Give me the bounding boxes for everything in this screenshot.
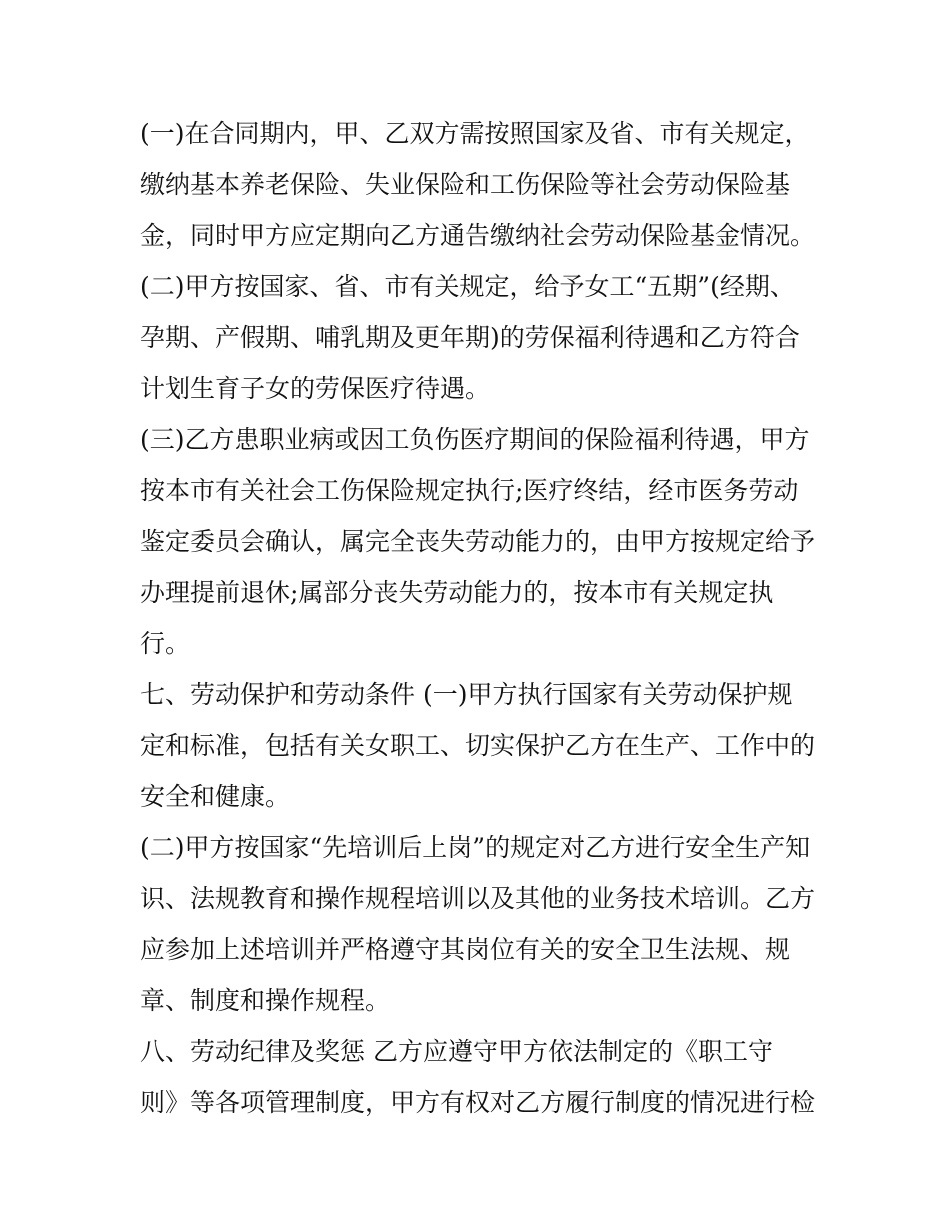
text-line: 则》等各项管理制度，甲方有权对乙方履行制度的情况进行检 (140, 1088, 816, 1117)
text-line: 八、劳动纪律及奖惩 乙方应遵守甲方依法制定的《职工守 (140, 1037, 773, 1066)
text-line: 七、劳动保护和劳动条件 (一)甲方执行国家有关劳动保护规 (140, 680, 793, 709)
text-line: 章、制度和操作规程。 (140, 986, 391, 1015)
text-line: 识、法规教育和操作规程培训以及其他的业务技术培训。乙方 (140, 884, 816, 913)
text-line: 安全和健康。 (140, 782, 291, 811)
text-line: (一)在合同期内，甲、乙双方需按照国家及省、市有关规定， (140, 119, 810, 148)
text-line: 孕期、产假期、哺乳期及更年期)的劳保福利待遇和乙方符合 (140, 323, 800, 352)
text-line: 办理提前退休;属部分丧失劳动能力的，按本市有关规定执 (140, 578, 774, 607)
text-line: (二)甲方按国家“先培训后上岗”的规定对乙方进行安全生产知 (140, 833, 811, 862)
text-line: 定和标准，包括有关女职工、切实保护乙方在生产、工作中的 (140, 731, 816, 760)
text-line: 按本市有关社会工伤保险规定执行;医疗终结，经市医务劳动 (140, 476, 799, 505)
text-line: 行。 (140, 629, 191, 658)
text-line: 缴纳基本养老保险、失业保险和工伤保险等社会劳动保险基 (140, 170, 791, 199)
text-line: 应参加上述培训并严格遵守其岗位有关的安全卫生法规、规 (140, 935, 791, 964)
text-line: 鉴定委员会确认，属完全丧失劳动能力的，由甲方按规定给予 (140, 527, 816, 556)
text-line: 金，同时甲方应定期向乙方通告缴纳社会劳动保险基金情况。 (140, 221, 816, 250)
text-line: (二)甲方按国家、省、市有关规定，给予女工“五期”(经期、 (140, 272, 795, 301)
document-body (140, 108, 830, 1128)
text-line: 计划生育子女的劳保医疗待遇。 (140, 374, 491, 403)
text-line: (三)乙方患职业病或因工负伤医疗期间的保险福利待遇，甲方 (140, 425, 810, 454)
